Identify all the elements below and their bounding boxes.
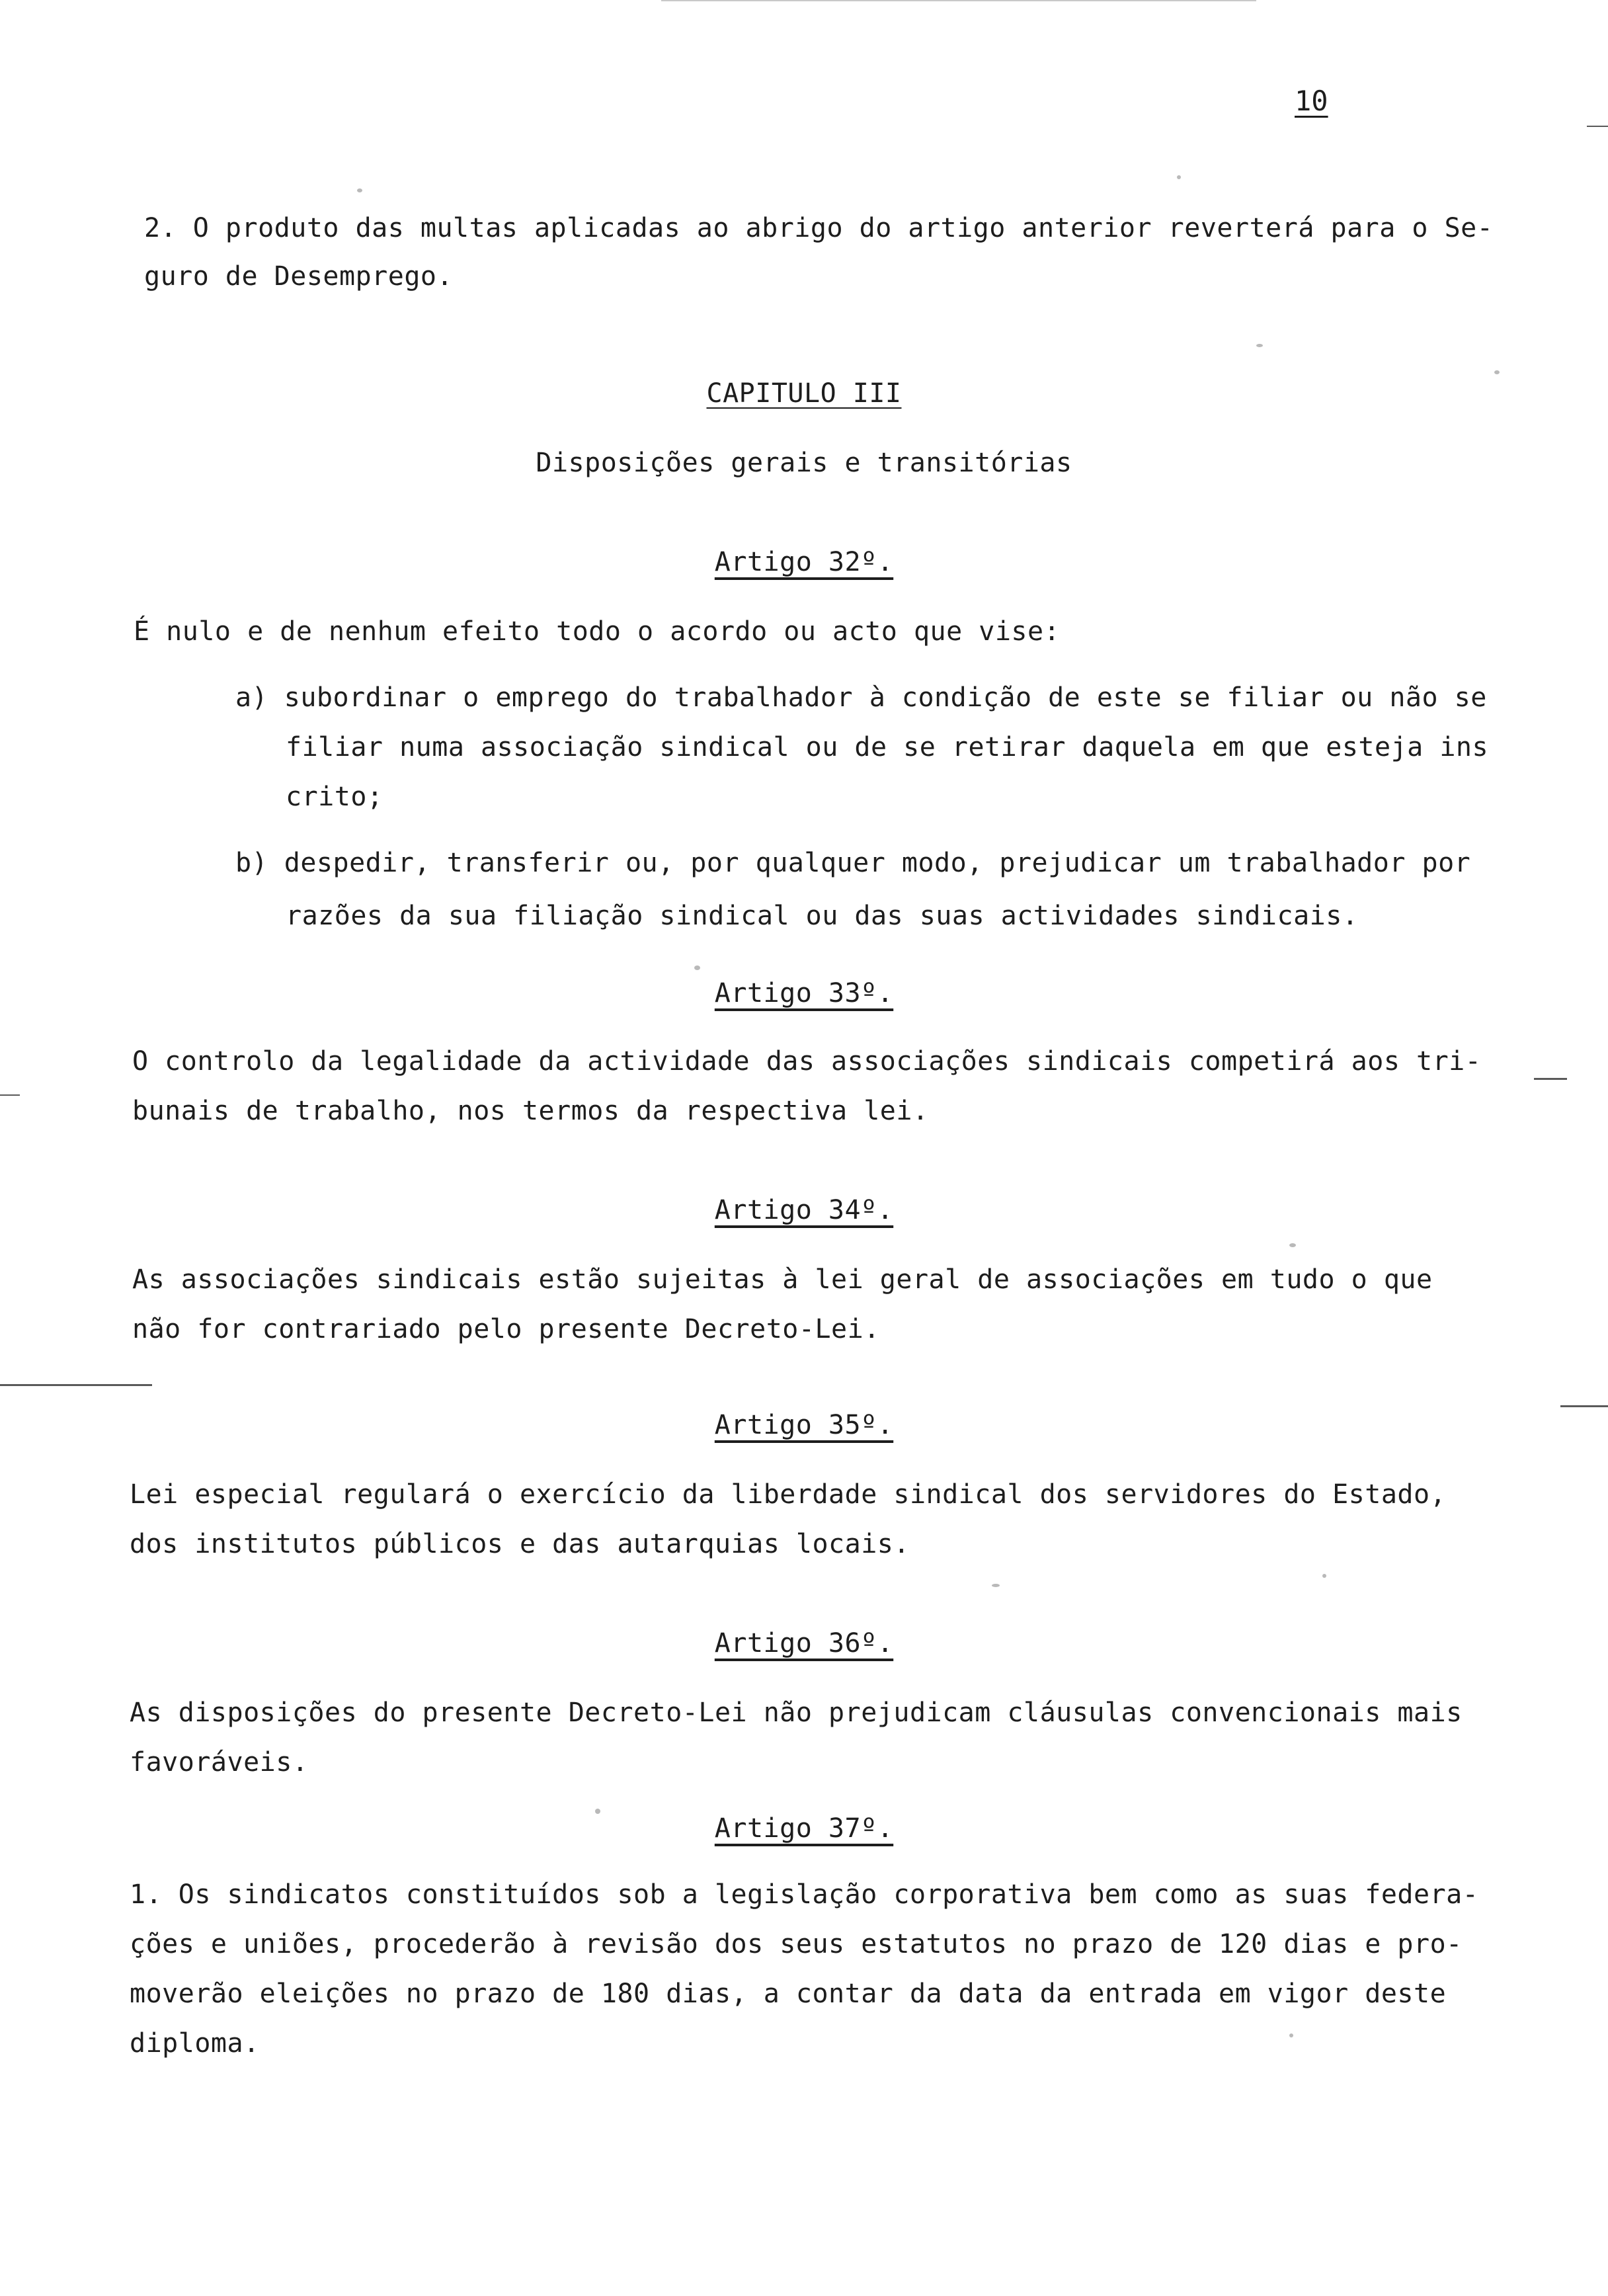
scan-speck — [1494, 370, 1500, 374]
page-number: 10 — [1295, 85, 1328, 117]
scan-speck — [1322, 1574, 1326, 1578]
scan-speck — [595, 1809, 600, 1814]
scan-mark — [661, 0, 1256, 1]
text-line: bunais de trabalho, nos termos da respectiva lei. — [132, 1096, 929, 1126]
scan-speck — [694, 965, 700, 970]
scan-speck — [1256, 344, 1263, 347]
text-line: filiar numa associação sindical ou de se retirar daquela em que esteja ins — [286, 732, 1489, 762]
article-heading: Artigo 35º. — [714, 1410, 894, 1440]
scan-speck — [1289, 2033, 1293, 2037]
scan-speck — [1177, 175, 1181, 179]
scan-mark — [0, 1384, 152, 1386]
article-heading: Artigo 32º. — [714, 547, 894, 577]
text-line: diploma. — [130, 2028, 260, 2059]
scan-mark — [1587, 126, 1608, 127]
text-line: não for contrariado pelo presente Decreto-Lei. — [132, 1314, 880, 1344]
list-item-a: a) subordinar o emprego do trabalhador à condição de este se filiar ou não se — [235, 682, 1487, 713]
article-heading: Artigo 33º. — [714, 978, 894, 1008]
scan-speck — [1289, 1243, 1296, 1247]
article-heading: Artigo 34º. — [714, 1195, 894, 1225]
text-line: dos institutos públicos e das autarquias locais. — [130, 1529, 910, 1559]
scan-speck — [992, 1584, 1000, 1587]
article-heading: Artigo 37º. — [714, 1813, 894, 1844]
text-line: guro de Desemprego. — [144, 261, 454, 292]
scan-mark — [1560, 1405, 1608, 1407]
text-line: ções e uniões, procederão à revisão dos seus estatutos no prazo de 120 dias e pro- — [130, 1929, 1463, 1959]
text-line: 2. O produto das multas aplicadas ao abrigo do artigo anterior reverterá para o Se- — [144, 213, 1494, 243]
text-line: As associações sindicais estão sujeitas à lei geral de associações em tudo o que — [132, 1264, 1433, 1295]
text-line: As disposições do presente Decreto-Lei não prejudicam cláusulas convencionais mais — [130, 1698, 1463, 1728]
text-line: moverão eleições no prazo de 180 dias, a contar da data da entrada em vigor deste — [130, 1979, 1447, 2009]
text-line: É nulo e de nenhum efeito todo o acordo ou acto que vise: — [134, 616, 1061, 647]
text-line: favoráveis. — [130, 1747, 309, 1778]
article-heading: Artigo 36º. — [714, 1628, 894, 1659]
text-line: O controlo da legalidade da actividade das associações sindicais competirá aos tri- — [132, 1046, 1482, 1077]
scan-speck — [357, 188, 362, 192]
text-line: 1. Os sindicatos constituídos sob a legislação corporativa bem como as suas federa- — [130, 1879, 1479, 1910]
text-line: Lei especial regulará o exercício da liberdade sindical dos servidores do Estado, — [130, 1479, 1447, 1510]
text-line: razões da sua filiação sindical ou das suas actividades sindicais. — [286, 901, 1359, 931]
text-line: crito; — [286, 782, 383, 812]
chapter-subtitle: Disposições gerais e transitórias — [536, 448, 1072, 478]
scan-mark — [0, 1094, 20, 1096]
list-item-b: b) despedir, transferir ou, por qualquer modo, prejudicar um trabalhador por — [235, 848, 1471, 878]
chapter-title: CAPITULO III — [706, 378, 902, 409]
scan-mark — [1534, 1078, 1567, 1080]
